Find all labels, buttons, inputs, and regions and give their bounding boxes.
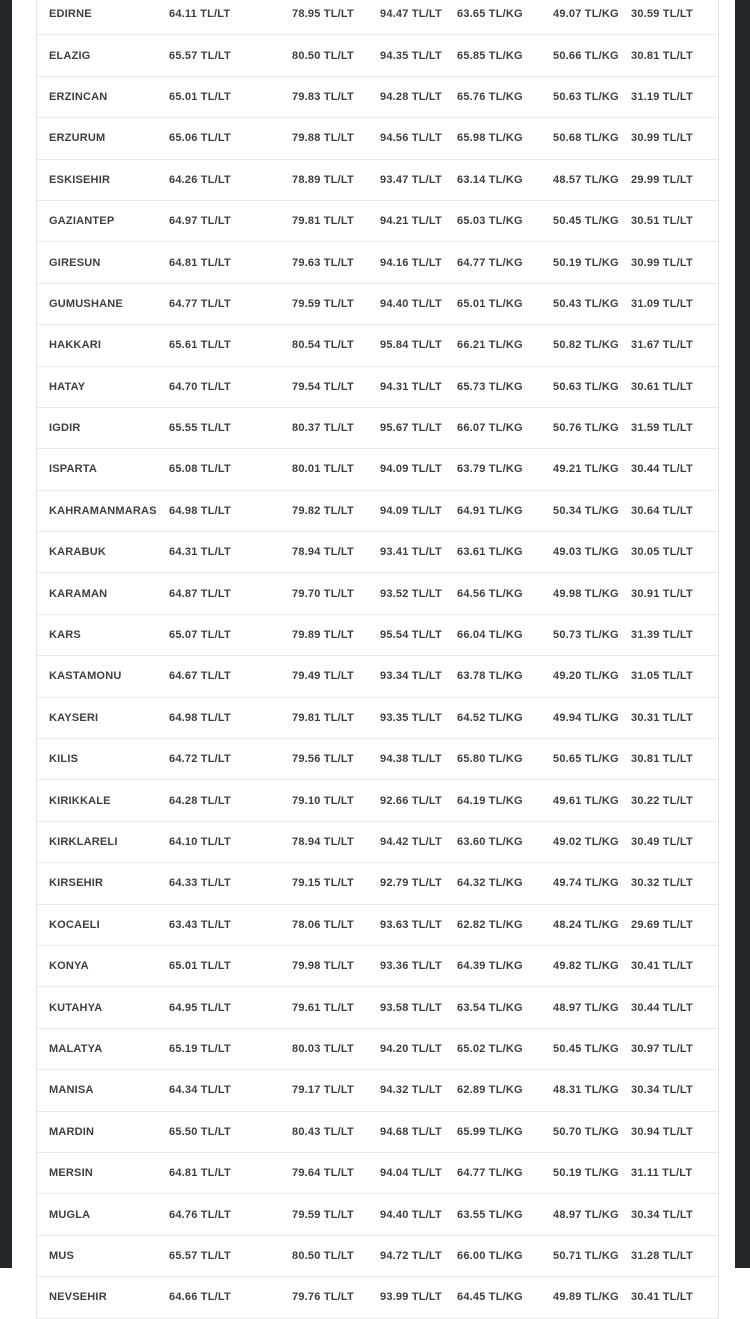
table-row: [37, 532, 718, 573]
city-cell: MANISA: [37, 1070, 169, 1111]
price-cell-6: 30.81 TL/LT: [631, 35, 718, 76]
price-cell-lpg: 49.21 TL/KG: [553, 449, 631, 490]
price-cell-4: 65.01 TL/KG: [457, 283, 553, 324]
price-cell-4: 64.19 TL/KG: [457, 780, 553, 821]
price-cell-lpg: 50.76 TL/KG: [553, 407, 631, 448]
price-cell-6: 30.22 TL/LT: [631, 780, 718, 821]
price-cell-lpg: 50.43 TL/KG: [553, 283, 631, 324]
city-cell: ELAZIG: [37, 35, 169, 76]
price-cell-6: 30.61 TL/LT: [631, 366, 718, 407]
price-cell-gasoline: 65.57 TL/LT: [169, 35, 292, 76]
price-cell-4: 64.91 TL/KG: [457, 490, 553, 531]
price-cell-3: 94.72 TL/LT: [380, 1235, 457, 1276]
price-cell-gasoline: 64.95 TL/LT: [169, 987, 292, 1028]
price-cell-lpg: 50.63 TL/KG: [553, 366, 631, 407]
price-cell-6: 31.28 TL/LT: [631, 1235, 718, 1276]
table-row: [37, 200, 718, 241]
price-cell-lpg: 48.97 TL/KG: [553, 987, 631, 1028]
price-cell-gasoline: 64.31 TL/LT: [169, 532, 292, 573]
price-cell-3: 94.35 TL/LT: [380, 35, 457, 76]
city-cell: ISPARTA: [37, 449, 169, 490]
price-cell-3: 93.36 TL/LT: [380, 945, 457, 986]
price-cell-gasoline: 64.72 TL/LT: [169, 739, 292, 780]
price-cell-4: 64.45 TL/KG: [457, 1277, 553, 1318]
price-cell-diesel: 79.89 TL/LT: [292, 614, 380, 655]
table-row: [37, 159, 718, 200]
price-cell-lpg: 49.89 TL/KG: [553, 1277, 631, 1318]
price-cell-gasoline: 64.33 TL/LT: [169, 863, 292, 904]
price-cell-diesel: 79.88 TL/LT: [292, 118, 380, 159]
price-cell-gasoline: 64.70 TL/LT: [169, 366, 292, 407]
price-cell-lpg: 49.98 TL/KG: [553, 573, 631, 614]
price-cell-diesel: 80.54 TL/LT: [292, 325, 380, 366]
price-cell-6: 31.39 TL/LT: [631, 614, 718, 655]
price-cell-4: 65.02 TL/KG: [457, 1028, 553, 1069]
table-row: [37, 945, 718, 986]
price-cell-6: 30.34 TL/LT: [631, 1194, 718, 1235]
price-cell-4: 63.14 TL/KG: [457, 159, 553, 200]
price-cell-6: 30.49 TL/LT: [631, 821, 718, 862]
price-cell-diesel: 79.70 TL/LT: [292, 573, 380, 614]
price-cell-lpg: 49.02 TL/KG: [553, 821, 631, 862]
price-cell-6: 30.94 TL/LT: [631, 1111, 718, 1152]
price-cell-gasoline: 65.55 TL/LT: [169, 407, 292, 448]
table-row: [37, 656, 718, 697]
city-cell: ESKISEHIR: [37, 159, 169, 200]
price-cell-gasoline: 64.81 TL/LT: [169, 1152, 292, 1193]
city-cell: HAKKARI: [37, 325, 169, 366]
price-cell-diesel: 78.06 TL/LT: [292, 904, 380, 945]
price-cell-gasoline: 64.98 TL/LT: [169, 697, 292, 738]
price-cell-diesel: 79.17 TL/LT: [292, 1070, 380, 1111]
fuel-price-table-container: [36, 0, 719, 1319]
price-cell-3: 93.99 TL/LT: [380, 1277, 457, 1318]
fuel-price-table: [37, 0, 718, 1319]
price-cell-3: 93.63 TL/LT: [380, 904, 457, 945]
price-cell-4: 66.21 TL/KG: [457, 325, 553, 366]
table-row: [37, 697, 718, 738]
price-cell-4: 63.60 TL/KG: [457, 821, 553, 862]
price-cell-4: 63.65 TL/KG: [457, 0, 553, 35]
price-cell-diesel: 79.15 TL/LT: [292, 863, 380, 904]
table-row: [37, 1028, 718, 1069]
price-cell-diesel: 79.59 TL/LT: [292, 1194, 380, 1235]
price-cell-lpg: 48.31 TL/KG: [553, 1070, 631, 1111]
city-cell: KASTAMONU: [37, 656, 169, 697]
right-edge-background: [735, 0, 750, 1268]
price-cell-4: 65.76 TL/KG: [457, 76, 553, 117]
table-row: [37, 1070, 718, 1111]
city-cell: MARDIN: [37, 1111, 169, 1152]
city-cell: ERZINCAN: [37, 76, 169, 117]
price-cell-3: 94.09 TL/LT: [380, 490, 457, 531]
price-cell-gasoline: 64.98 TL/LT: [169, 490, 292, 531]
price-cell-6: 30.05 TL/LT: [631, 532, 718, 573]
table-row: [37, 35, 718, 76]
price-cell-6: 30.41 TL/LT: [631, 1277, 718, 1318]
city-cell: GAZIANTEP: [37, 200, 169, 241]
price-cell-gasoline: 65.61 TL/LT: [169, 325, 292, 366]
table-row: [37, 863, 718, 904]
price-cell-lpg: 50.68 TL/KG: [553, 118, 631, 159]
price-cell-gasoline: 64.77 TL/LT: [169, 283, 292, 324]
table-row: [37, 1194, 718, 1235]
city-cell: MERSIN: [37, 1152, 169, 1193]
price-cell-3: 94.16 TL/LT: [380, 242, 457, 283]
price-cell-diesel: 79.64 TL/LT: [292, 1152, 380, 1193]
price-cell-3: 93.35 TL/LT: [380, 697, 457, 738]
price-cell-diesel: 80.03 TL/LT: [292, 1028, 380, 1069]
price-cell-6: 31.19 TL/LT: [631, 76, 718, 117]
price-cell-diesel: 80.01 TL/LT: [292, 449, 380, 490]
price-cell-6: 30.99 TL/LT: [631, 242, 718, 283]
price-cell-3: 92.79 TL/LT: [380, 863, 457, 904]
price-cell-3: 95.54 TL/LT: [380, 614, 457, 655]
table-row: [37, 490, 718, 531]
price-cell-4: 65.80 TL/KG: [457, 739, 553, 780]
price-cell-4: 65.73 TL/KG: [457, 366, 553, 407]
price-cell-diesel: 79.56 TL/LT: [292, 739, 380, 780]
price-cell-3: 94.20 TL/LT: [380, 1028, 457, 1069]
price-cell-4: 63.54 TL/KG: [457, 987, 553, 1028]
price-cell-diesel: 78.94 TL/LT: [292, 532, 380, 573]
price-cell-4: 65.98 TL/KG: [457, 118, 553, 159]
table-row: [37, 118, 718, 159]
price-cell-6: 30.31 TL/LT: [631, 697, 718, 738]
price-cell-3: 93.52 TL/LT: [380, 573, 457, 614]
price-cell-gasoline: 64.34 TL/LT: [169, 1070, 292, 1111]
table-row: [37, 366, 718, 407]
table-row: [37, 325, 718, 366]
table-row: [37, 76, 718, 117]
price-cell-diesel: 79.98 TL/LT: [292, 945, 380, 986]
price-cell-4: 63.55 TL/KG: [457, 1194, 553, 1235]
price-cell-6: 31.05 TL/LT: [631, 656, 718, 697]
city-cell: KARAMAN: [37, 573, 169, 614]
price-cell-4: 64.77 TL/KG: [457, 242, 553, 283]
price-cell-lpg: 49.20 TL/KG: [553, 656, 631, 697]
price-cell-gasoline: 65.50 TL/LT: [169, 1111, 292, 1152]
price-cell-4: 66.04 TL/KG: [457, 614, 553, 655]
price-cell-6: 30.34 TL/LT: [631, 1070, 718, 1111]
price-cell-gasoline: 64.26 TL/LT: [169, 159, 292, 200]
price-cell-6: 30.32 TL/LT: [631, 863, 718, 904]
city-cell: KIRSEHIR: [37, 863, 169, 904]
price-cell-lpg: 50.82 TL/KG: [553, 325, 631, 366]
price-cell-gasoline: 64.76 TL/LT: [169, 1194, 292, 1235]
city-cell: MUS: [37, 1235, 169, 1276]
price-cell-4: 66.00 TL/KG: [457, 1235, 553, 1276]
price-cell-gasoline: 65.19 TL/LT: [169, 1028, 292, 1069]
price-cell-6: 30.97 TL/LT: [631, 1028, 718, 1069]
price-cell-6: 30.91 TL/LT: [631, 573, 718, 614]
city-cell: GUMUSHANE: [37, 283, 169, 324]
price-cell-diesel: 79.59 TL/LT: [292, 283, 380, 324]
price-cell-3: 94.40 TL/LT: [380, 283, 457, 324]
price-cell-3: 94.04 TL/LT: [380, 1152, 457, 1193]
price-cell-4: 65.85 TL/KG: [457, 35, 553, 76]
price-cell-3: 94.09 TL/LT: [380, 449, 457, 490]
price-cell-4: 62.89 TL/KG: [457, 1070, 553, 1111]
price-cell-3: 94.32 TL/LT: [380, 1070, 457, 1111]
price-cell-lpg: 50.45 TL/KG: [553, 1028, 631, 1069]
table-row: [37, 573, 718, 614]
price-cell-4: 65.99 TL/KG: [457, 1111, 553, 1152]
price-cell-diesel: 79.49 TL/LT: [292, 656, 380, 697]
city-cell: NEVSEHIR: [37, 1277, 169, 1318]
price-cell-lpg: 49.82 TL/KG: [553, 945, 631, 986]
price-cell-6: 31.11 TL/LT: [631, 1152, 718, 1193]
city-cell: MUGLA: [37, 1194, 169, 1235]
price-cell-gasoline: 64.28 TL/LT: [169, 780, 292, 821]
price-cell-gasoline: 64.97 TL/LT: [169, 200, 292, 241]
table-row: [37, 283, 718, 324]
table-row: [37, 242, 718, 283]
price-cell-3: 95.84 TL/LT: [380, 325, 457, 366]
table-row: [37, 821, 718, 862]
price-cell-lpg: 49.03 TL/KG: [553, 532, 631, 573]
price-cell-6: 30.44 TL/LT: [631, 987, 718, 1028]
price-cell-3: 94.38 TL/LT: [380, 739, 457, 780]
price-cell-4: 62.82 TL/KG: [457, 904, 553, 945]
price-cell-diesel: 78.95 TL/LT: [292, 0, 380, 35]
price-cell-diesel: 78.89 TL/LT: [292, 159, 380, 200]
price-cell-6: 31.67 TL/LT: [631, 325, 718, 366]
price-cell-diesel: 79.10 TL/LT: [292, 780, 380, 821]
price-cell-diesel: 79.81 TL/LT: [292, 697, 380, 738]
table-row: [37, 904, 718, 945]
city-cell: KILIS: [37, 739, 169, 780]
city-cell: KIRIKKALE: [37, 780, 169, 821]
price-cell-lpg: 48.97 TL/KG: [553, 1194, 631, 1235]
price-cell-lpg: 50.65 TL/KG: [553, 739, 631, 780]
price-cell-lpg: 50.71 TL/KG: [553, 1235, 631, 1276]
price-cell-4: 64.52 TL/KG: [457, 697, 553, 738]
price-cell-gasoline: 64.81 TL/LT: [169, 242, 292, 283]
price-cell-6: 30.51 TL/LT: [631, 200, 718, 241]
price-cell-3: 93.41 TL/LT: [380, 532, 457, 573]
price-cell-6: 30.64 TL/LT: [631, 490, 718, 531]
price-cell-lpg: 50.19 TL/KG: [553, 242, 631, 283]
price-cell-gasoline: 64.66 TL/LT: [169, 1277, 292, 1318]
price-cell-3: 94.40 TL/LT: [380, 1194, 457, 1235]
table-row: [37, 449, 718, 490]
table-row: [37, 1235, 718, 1276]
price-cell-3: 94.21 TL/LT: [380, 200, 457, 241]
table-row: [37, 739, 718, 780]
price-cell-3: 94.47 TL/LT: [380, 0, 457, 35]
table-row: [37, 1277, 718, 1318]
table-row: [37, 614, 718, 655]
price-cell-diesel: 79.54 TL/LT: [292, 366, 380, 407]
price-cell-lpg: 50.73 TL/KG: [553, 614, 631, 655]
price-cell-4: 66.07 TL/KG: [457, 407, 553, 448]
city-cell: KARABUK: [37, 532, 169, 573]
price-cell-lpg: 49.74 TL/KG: [553, 863, 631, 904]
price-cell-gasoline: 65.01 TL/LT: [169, 945, 292, 986]
price-cell-gasoline: 65.01 TL/LT: [169, 76, 292, 117]
price-cell-6: 31.59 TL/LT: [631, 407, 718, 448]
price-cell-3: 94.56 TL/LT: [380, 118, 457, 159]
price-cell-diesel: 79.76 TL/LT: [292, 1277, 380, 1318]
price-cell-3: 94.31 TL/LT: [380, 366, 457, 407]
price-cell-gasoline: 64.87 TL/LT: [169, 573, 292, 614]
price-cell-4: 64.39 TL/KG: [457, 945, 553, 986]
price-cell-4: 64.77 TL/KG: [457, 1152, 553, 1193]
city-cell: KAHRAMANMARAS: [37, 490, 169, 531]
city-cell: EDIRNE: [37, 0, 169, 35]
price-cell-gasoline: 64.11 TL/LT: [169, 0, 292, 35]
price-cell-lpg: 50.63 TL/KG: [553, 76, 631, 117]
price-cell-lpg: 50.19 TL/KG: [553, 1152, 631, 1193]
price-cell-gasoline: 64.10 TL/LT: [169, 821, 292, 862]
price-cell-3: 94.68 TL/LT: [380, 1111, 457, 1152]
city-cell: KUTAHYA: [37, 987, 169, 1028]
city-cell: HATAY: [37, 366, 169, 407]
price-cell-3: 93.58 TL/LT: [380, 987, 457, 1028]
table-row: [37, 987, 718, 1028]
table-row: [37, 0, 718, 35]
price-cell-4: 64.32 TL/KG: [457, 863, 553, 904]
price-cell-diesel: 80.37 TL/LT: [292, 407, 380, 448]
price-cell-gasoline: 65.07 TL/LT: [169, 614, 292, 655]
city-cell: GIRESUN: [37, 242, 169, 283]
price-cell-lpg: 48.57 TL/KG: [553, 159, 631, 200]
price-cell-4: 65.03 TL/KG: [457, 200, 553, 241]
price-cell-lpg: 49.07 TL/KG: [553, 0, 631, 35]
price-cell-lpg: 49.61 TL/KG: [553, 780, 631, 821]
price-cell-4: 63.79 TL/KG: [457, 449, 553, 490]
table-row: [37, 407, 718, 448]
price-cell-6: 29.99 TL/LT: [631, 159, 718, 200]
city-cell: MALATYA: [37, 1028, 169, 1069]
price-cell-6: 31.09 TL/LT: [631, 283, 718, 324]
price-cell-lpg: 48.24 TL/KG: [553, 904, 631, 945]
price-cell-3: 94.28 TL/LT: [380, 76, 457, 117]
price-cell-6: 30.41 TL/LT: [631, 945, 718, 986]
table-row: [37, 1152, 718, 1193]
city-cell: IGDIR: [37, 407, 169, 448]
price-cell-lpg: 50.34 TL/KG: [553, 490, 631, 531]
price-cell-lpg: 49.94 TL/KG: [553, 697, 631, 738]
price-cell-6: 30.59 TL/LT: [631, 0, 718, 35]
city-cell: KIRKLARELI: [37, 821, 169, 862]
price-cell-3: 95.67 TL/LT: [380, 407, 457, 448]
left-edge-background: [0, 0, 12, 1268]
table-row: [37, 1111, 718, 1152]
price-cell-diesel: 79.82 TL/LT: [292, 490, 380, 531]
price-cell-lpg: 50.45 TL/KG: [553, 200, 631, 241]
price-cell-6: 30.81 TL/LT: [631, 739, 718, 780]
price-cell-diesel: 78.94 TL/LT: [292, 821, 380, 862]
price-cell-diesel: 80.50 TL/LT: [292, 35, 380, 76]
price-cell-diesel: 79.61 TL/LT: [292, 987, 380, 1028]
price-cell-4: 63.61 TL/KG: [457, 532, 553, 573]
price-cell-lpg: 50.70 TL/KG: [553, 1111, 631, 1152]
city-cell: KARS: [37, 614, 169, 655]
price-cell-6: 30.99 TL/LT: [631, 118, 718, 159]
price-cell-gasoline: 65.57 TL/LT: [169, 1235, 292, 1276]
price-cell-diesel: 79.81 TL/LT: [292, 200, 380, 241]
price-cell-gasoline: 65.08 TL/LT: [169, 449, 292, 490]
city-cell: KONYA: [37, 945, 169, 986]
price-cell-gasoline: 65.06 TL/LT: [169, 118, 292, 159]
price-cell-6: 30.44 TL/LT: [631, 449, 718, 490]
city-cell: KOCAELI: [37, 904, 169, 945]
price-cell-3: 93.47 TL/LT: [380, 159, 457, 200]
fuel-price-table-body: [37, 0, 718, 1318]
price-cell-lpg: 50.66 TL/KG: [553, 35, 631, 76]
price-cell-3: 94.42 TL/LT: [380, 821, 457, 862]
price-cell-6: 29.69 TL/LT: [631, 904, 718, 945]
price-cell-diesel: 80.50 TL/LT: [292, 1235, 380, 1276]
price-cell-4: 64.56 TL/KG: [457, 573, 553, 614]
city-cell: KAYSERI: [37, 697, 169, 738]
price-cell-gasoline: 63.43 TL/LT: [169, 904, 292, 945]
price-cell-3: 92.66 TL/LT: [380, 780, 457, 821]
table-row: [37, 780, 718, 821]
price-cell-diesel: 79.83 TL/LT: [292, 76, 380, 117]
price-cell-3: 93.34 TL/LT: [380, 656, 457, 697]
city-cell: ERZURUM: [37, 118, 169, 159]
price-cell-diesel: 80.43 TL/LT: [292, 1111, 380, 1152]
price-cell-gasoline: 64.67 TL/LT: [169, 656, 292, 697]
price-cell-diesel: 79.63 TL/LT: [292, 242, 380, 283]
price-cell-4: 63.78 TL/KG: [457, 656, 553, 697]
